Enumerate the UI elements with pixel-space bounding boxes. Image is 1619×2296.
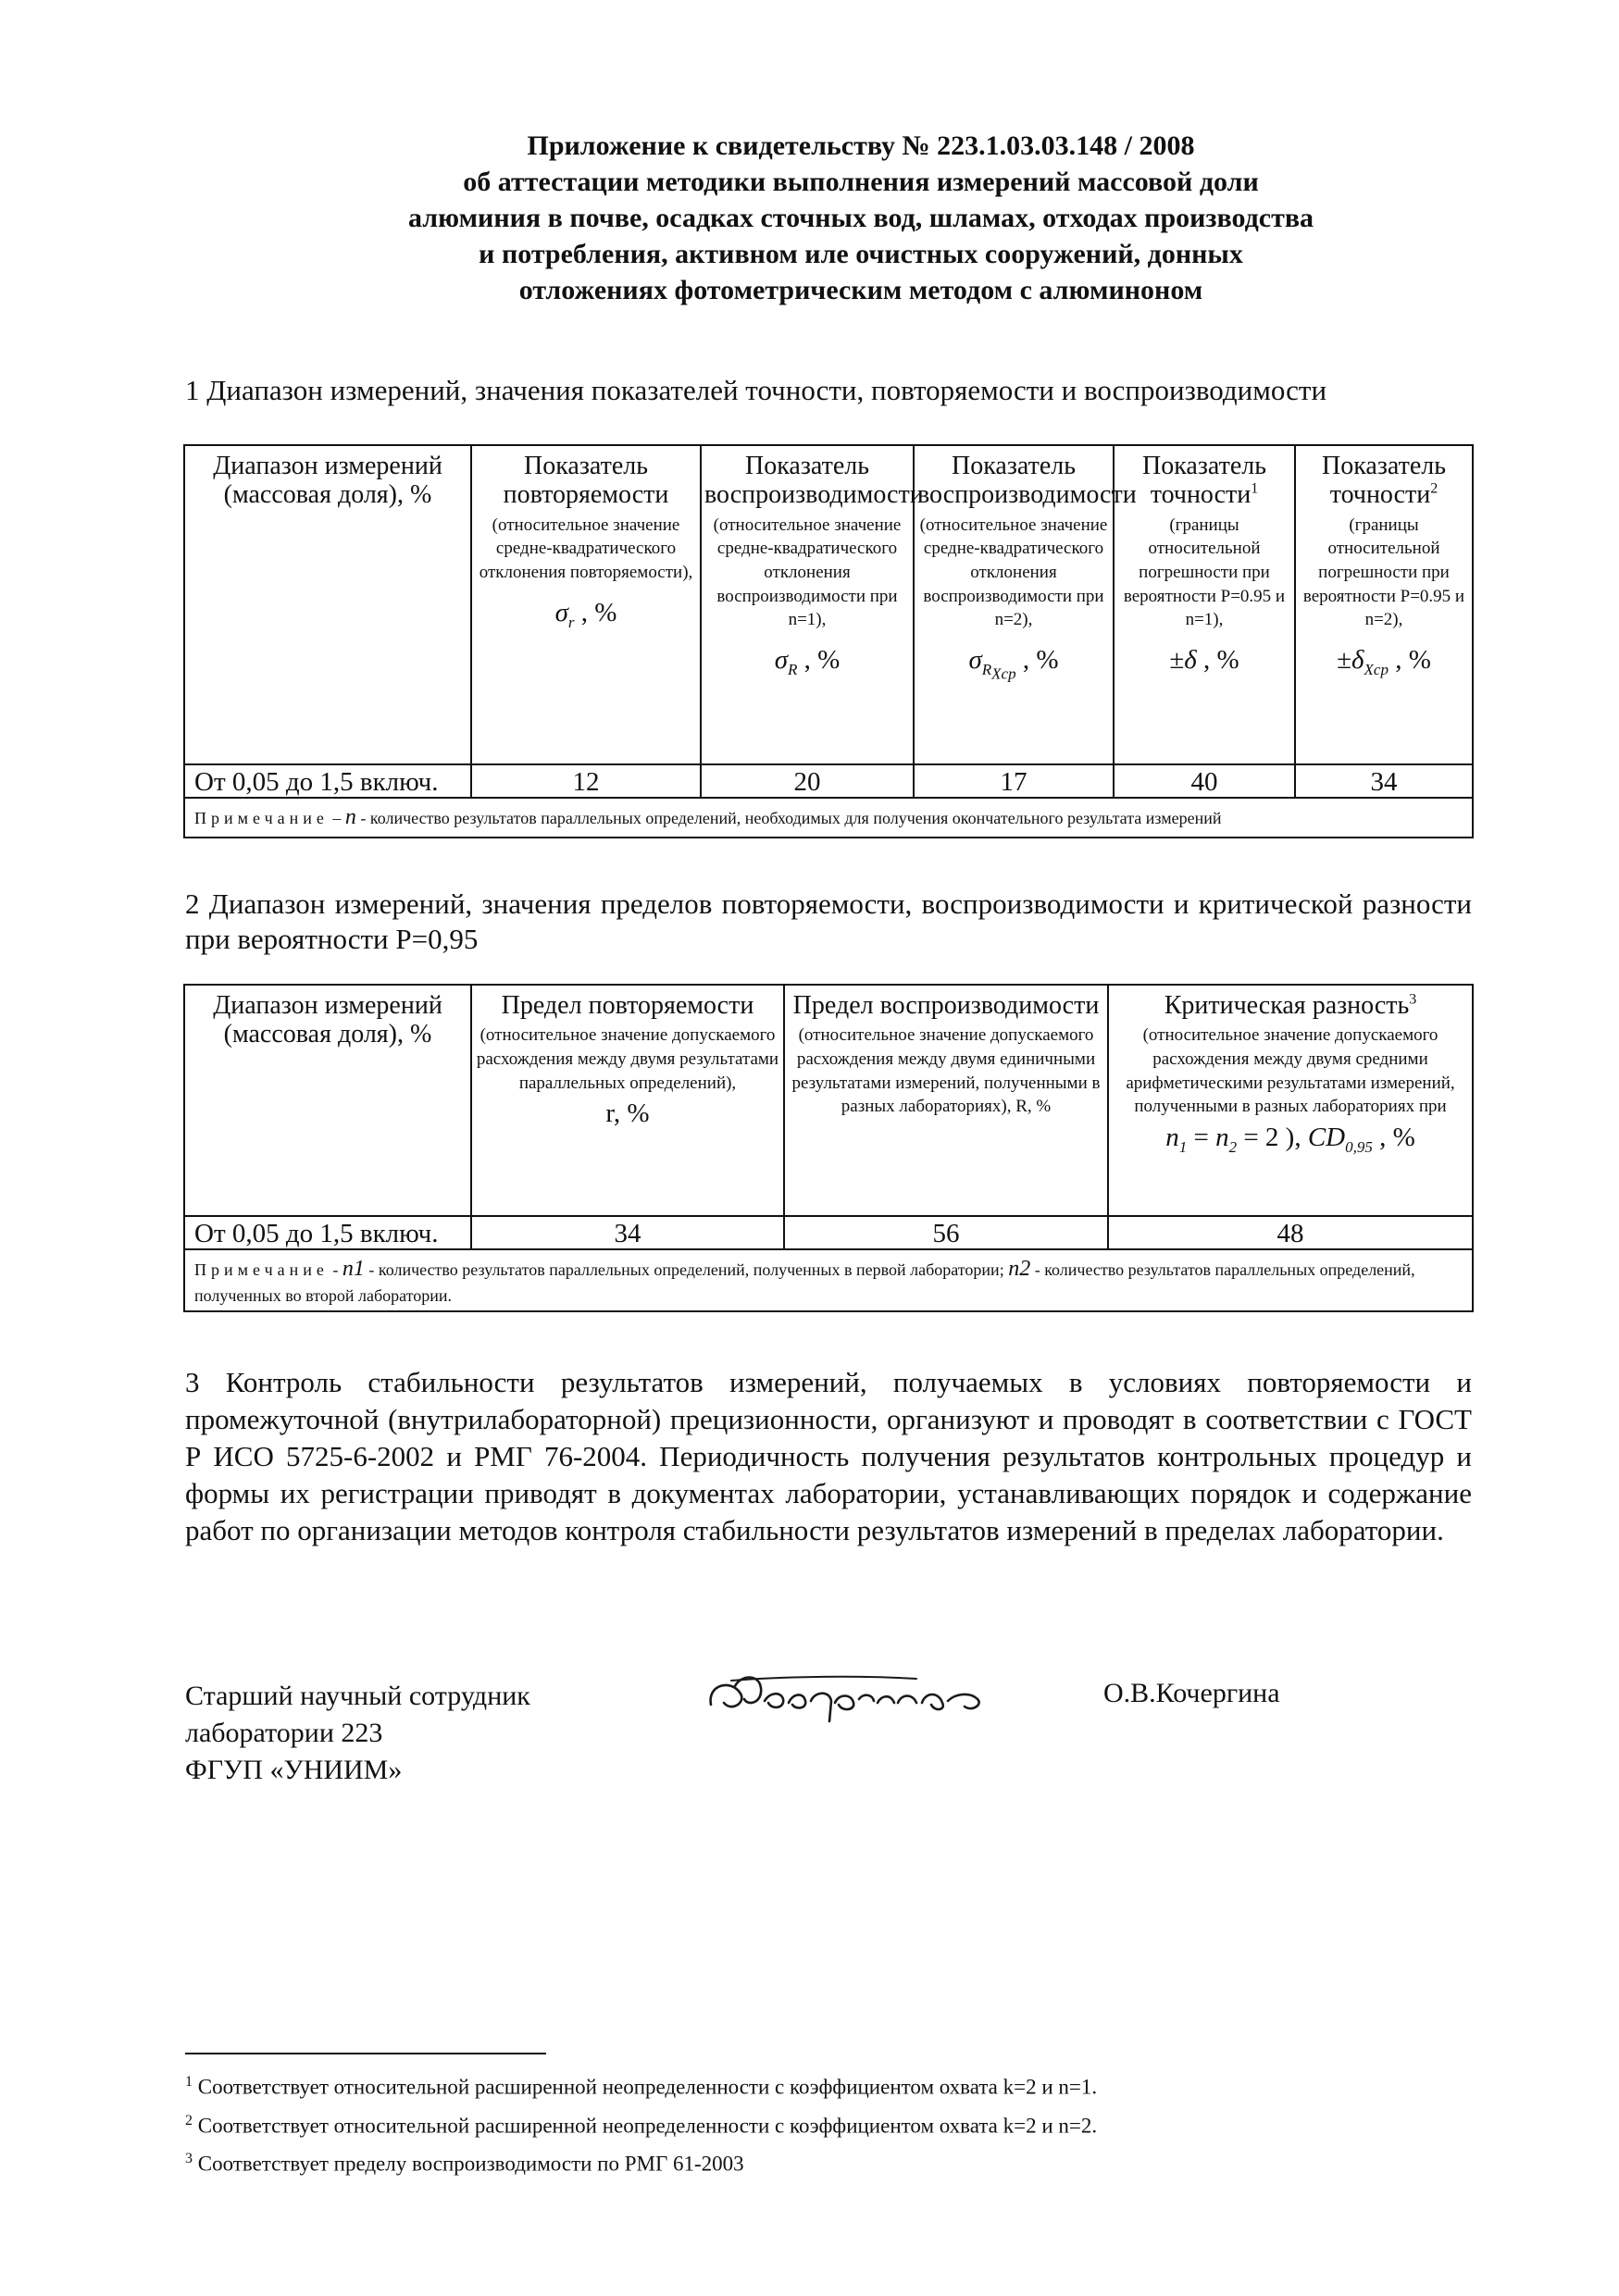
- header-cell-sub: (относительное значение средне-квадратического отклонения воспроизводимости при n=1),: [713, 515, 902, 630]
- header-cell-main: Показатель воспроизводимости: [917, 452, 1137, 510]
- note-symbol: n: [344, 805, 356, 830]
- header-cell-accuracy-n2: [1295, 445, 1473, 764]
- header-cell-accuracy-n1: [1114, 445, 1295, 764]
- table-row: [184, 1216, 1473, 1249]
- signer-name: О.В.Кочергина: [1103, 1678, 1280, 1708]
- note-symbol: n2: [1008, 1257, 1031, 1282]
- header-line: об аттестации методики выполнения измерений массовой доли: [463, 167, 1259, 197]
- symbol-delta: ±δ , %: [1169, 644, 1239, 675]
- header-cell-main: Диапазон измерений (массовая доля), %: [213, 452, 442, 510]
- table-cell: 34: [1295, 764, 1473, 798]
- table-note-row: [184, 798, 1473, 837]
- table-cell: 56: [784, 1216, 1108, 1249]
- note-lead: Примечание: [194, 809, 329, 828]
- header-cell-reproducibility-limit: [784, 985, 1108, 1216]
- signatory-position: [185, 1678, 530, 1789]
- symbol-cd: $n_1 = n_2 = 2$ ), $CD_{0,95}$ , %: [1165, 1122, 1415, 1156]
- table-cell: 12: [471, 764, 701, 798]
- header-cell-range: [184, 445, 471, 764]
- limits-table: [183, 984, 1474, 1312]
- header-cell-main: Показатель повторяемости: [503, 452, 669, 510]
- header-cell-sub: (относительное значение средне-квадратического отклонения повторяемости),: [479, 515, 693, 582]
- table-cell: От 0,05 до 1,5 включ.: [184, 1216, 471, 1249]
- table-cell: 40: [1114, 764, 1295, 798]
- section2-title: 2 Диапазон измерений, значения пределов повторяемости, воспроизводимости и критической разности при вероятности P=0,95: [185, 887, 1472, 955]
- note-lead: Примечание: [194, 1260, 329, 1280]
- table-header-row: [184, 985, 1473, 1216]
- header-cell-main: Показатель точности$^2$: [1322, 452, 1446, 510]
- table-cell: 34: [471, 1216, 784, 1249]
- header-cell-main: Критическая разность$^3$: [1164, 991, 1417, 1020]
- symbol-sigma-R-Xcp: $\sigma_{R_{Xср}}$ , %: [968, 644, 1059, 683]
- table-cell: 17: [914, 764, 1114, 798]
- table-cell: 48: [1108, 1216, 1473, 1249]
- table-note: Примечание – n - количество результатов параллельных определений, необходимых для получения окончательного результата измерений: [184, 798, 1473, 837]
- header-line: отложениях фотометрическим методом с алюминоном: [518, 275, 1203, 305]
- footnote: $^3$ Соответствует пределу воспроизводимости по РМГ 61-2003: [185, 2151, 744, 2176]
- header-cell-repeatability: [471, 445, 701, 764]
- table-cell: От 0,05 до 1,5 включ.: [184, 764, 471, 798]
- footnotes: [185, 2066, 1097, 2181]
- header-cell-sub: (границы относительной погрешности при вероятности P=0.95 и n=1),: [1123, 515, 1286, 630]
- table-cell: 20: [701, 764, 914, 798]
- header-cell-main: Диапазон измерений (массовая доля), %: [213, 991, 442, 1049]
- symbol-sigma-R: $\sigma_R$ , %: [774, 644, 841, 678]
- header-cell-repeatability-limit: [471, 985, 784, 1216]
- header-line: и потребления, активном иле очистных сооружений, донных: [479, 239, 1243, 269]
- note-text: - количество результатов параллельных определений, необходимых для получения окончательного результата измерений: [355, 809, 1222, 828]
- footnote: $^1$ Соответствует относительной расширенной неопределенности с коэффициентом охвата k=2 и n=1.: [185, 2074, 1098, 2099]
- position-line: Старший научный сотрудник: [185, 1681, 530, 1711]
- header-cell-main: Предел воспроизводимости: [792, 991, 1100, 1020]
- header-cell-sub: (относительное значение допускаемого расхождения между двумя единичными результатами измерений, полученными в разных лабораториях), R, %: [791, 1025, 1101, 1117]
- table-note-row: [184, 1249, 1473, 1311]
- position-line: лаборатории 223: [185, 1718, 383, 1748]
- header-cell-sub: (относительное значение допускаемого расхождения между двумя результатами параллельных определений),: [476, 1025, 779, 1093]
- symbol-delta-Xcp: $\pm\delta_{Xср}$ , %: [1337, 644, 1431, 678]
- section3-text: 3 Контроль стабильности результатов измерений, получаемых в условиях повторяемости и промежуточной (внутрилабораторной) прецизионности, организуют и проводят в соответствии с ГОСТ Р ИСО 5725-6-2002 и РМГ 76-2004. Периодичность получения результатов контрольных процедур и формы их регистрации приводят в документах лаборатории, устанавливающих порядок и содержание работ по организации методов контроля стабильности результатов измерений в пределах лаборатории.: [185, 1366, 1472, 1546]
- header-line: алюминия в почве, осадках сточных вод, шламах, отходах производства: [407, 203, 1314, 233]
- note-symbol: n1: [342, 1257, 365, 1282]
- handwritten-signature: [704, 1666, 1009, 1731]
- symbol-r: r, %: [605, 1098, 650, 1129]
- header-line: Приложение к свидетельству № 223.1.03.03.148 / 2008: [527, 130, 1195, 161]
- table-row: [184, 764, 1473, 798]
- note-text: - количество результатов параллельных определений, полученных во второй лаборатории.: [194, 1260, 1415, 1305]
- footnote: $^2$ Соответствует относительной расширенной неопределенности с коэффициентом охвата k=2 и n=2.: [185, 2112, 1098, 2138]
- header-cell-sub: (относительное значение допускаемого расхождения между двумя средними арифметическими результатами измерений, полученными в разных лабораториях при: [1126, 1025, 1455, 1117]
- note-text: - количество результатов параллельных определений, полученных в первой лаборатории;: [364, 1260, 1009, 1280]
- symbol-sigma-r: $\sigma_r$ , %: [554, 597, 617, 631]
- header-cell-reproducibility-n2: [914, 445, 1137, 764]
- footnote-divider: [185, 2053, 546, 2054]
- header-cell-main: Показатель воспроизводимости: [704, 452, 924, 510]
- table-note: Примечание - n1 - количество результатов параллельных определений, полученных в первой лаборатории; n2 - количество результатов параллельных определений, полученных во второй лаборатории.: [184, 1249, 1473, 1311]
- accuracy-table: [183, 444, 1474, 838]
- header-cell-main: Предел повторяемости: [501, 991, 754, 1020]
- header-cell-reproducibility-n1: [701, 445, 924, 764]
- position-line: ФГУП «УНИИМ»: [185, 1755, 403, 1785]
- header-cell-critical-difference: [1108, 985, 1473, 1216]
- header-cell-range: [184, 985, 471, 1216]
- header-cell-main: Показатель точности$^1$: [1142, 452, 1266, 510]
- header-cell-sub: (относительное значение средне-квадратического отклонения воспроизводимости при n=2),: [919, 515, 1108, 630]
- section1-title: 1 Диапазон измерений, значения показателей точности, повторяемости и воспроизводимости: [185, 374, 1327, 406]
- document-header: [305, 128, 1416, 308]
- header-cell-sub: (границы относительной погрешности при вероятности P=0.95 и n=2),: [1302, 515, 1465, 630]
- table-header-row: [184, 445, 1473, 764]
